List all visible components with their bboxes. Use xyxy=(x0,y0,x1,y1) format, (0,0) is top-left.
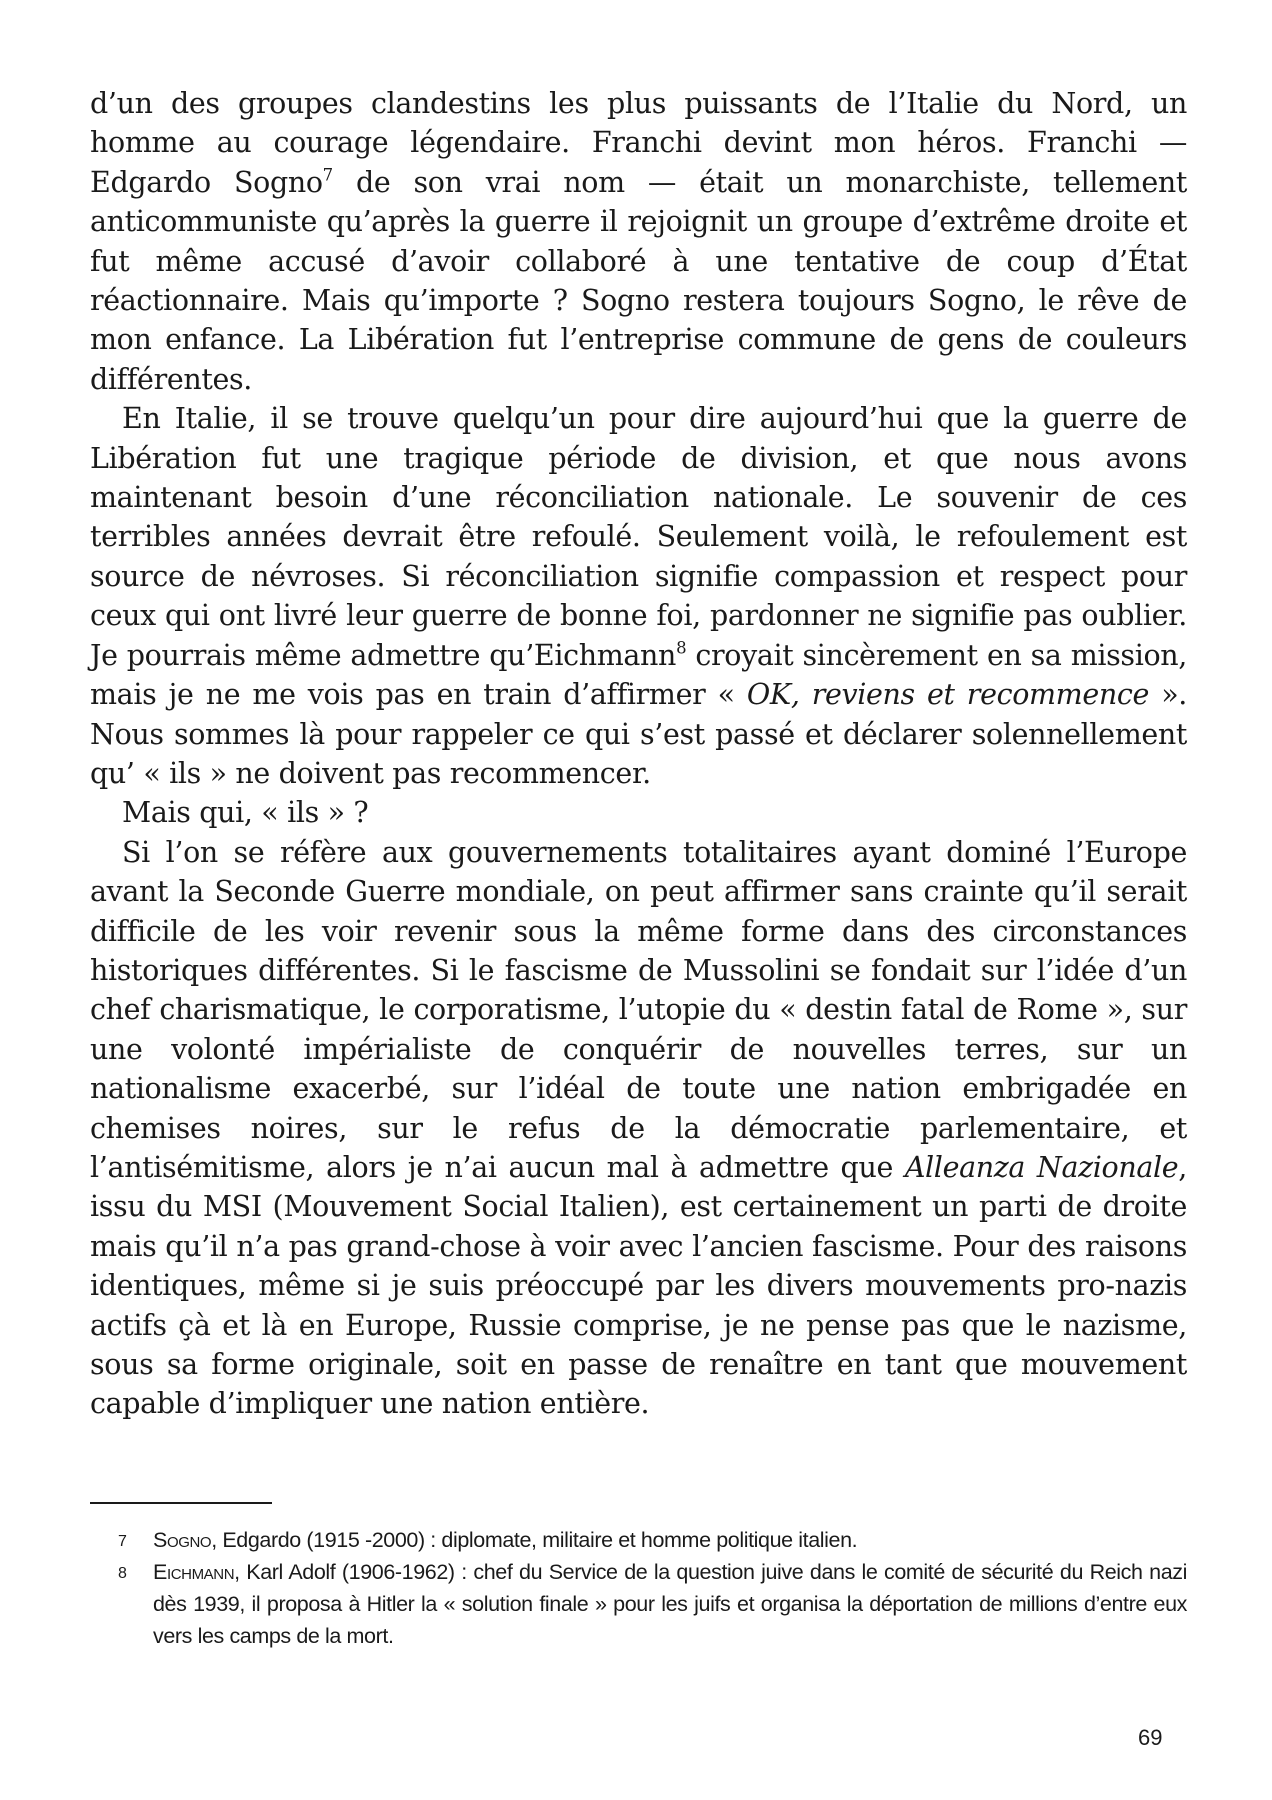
footnotes xyxy=(90,1524,1187,1652)
text-segment: , issu du MSI (Mouvement Social Italien), est certainement un parti de droite mais qu’il n’a pas grand-chose à voir avec l’ancien fascisme. Pour des raisons identiques, même si je suis préoccupé par les divers mouvements pro-nazis actifs çà et là en Europe, Russie comprise, je ne pense pas que le nazisme, sous sa forme originale, soit en passe de renaître en tant que mouvement capable d’impliquer une nation entière. xyxy=(90,1150,1187,1421)
footnote-text: , Karl Adolf (1906-1962) : chef du Service de la question juive dans le comité de sécurité du Reich nazi dès 1939, il proposa à Hitler la « solution finale » pour les juifs et organisa la déportation de millions d’entre eux vers les camps de la mort. xyxy=(153,1560,1187,1648)
text-segment: d’un des groupes clandestins les plus puissants de l’Italie du Nord, un homme au courage légendaire. Franchi devint mon héros. Franchi — Edgardo Sogno xyxy=(90,87,1187,199)
footnote-reference: 8 xyxy=(676,638,687,658)
text-segment: En Italie, il se trouve quelqu’un pour dire aujourd’hui que la guerre de Libération fut une tragique période de division, et que nous avons maintenant besoin d’une réconciliation nationale. Le souvenir de ces terribles années devrait être refoulé. Seulement voilà, le refoulement est source de névroses. Si réconciliation signifie compassion et respect pour ceux qui ont livré leur guerre de bonne foi, pardonner ne signifie pas oublier. Je pourrais même admettre qu’Eichmann xyxy=(90,402,1187,672)
text-segment: croyait sincèrement en sa mission, mais je ne me vois pas en train d’affirmer « xyxy=(90,638,1187,712)
footnote-text: , Edgardo (1915 -2000) : diplomate, militaire et homme politique italien. xyxy=(211,1528,858,1552)
main-text xyxy=(90,84,1187,1424)
page-number: 69 xyxy=(1138,1725,1163,1750)
paragraph-1 xyxy=(90,84,1187,399)
text-segment: Si l’on se réfère aux gouvernements totalitaires ayant dominé l’Europe avant la Seconde Guerre mondiale, on peut affirmer sans crainte qu’il serait difficile de les voir revenir sous la même forme dans des circonstances historiques différentes. Si le fascisme de Mussolini se fondait sur l’idée d’un chef charismatique, le corporatisme, l’utopie du « destin fatal de Rome », sur une volonté impérialiste de conquérir de nouvelles terres, sur un nationalisme exacerbé, sur l’idéal de toute une nation embrigadée en chemises noires, sur le refus de la démocratie parlementaire, et l’antisémitisme, alors je n’ai aucun mal à admettre que xyxy=(90,835,1187,1184)
footnote-number: 7 xyxy=(118,1533,127,1550)
italic-text: OK, reviens et recommence xyxy=(746,678,1150,712)
footnote-7 xyxy=(90,1524,1187,1556)
italic-text: Alleanza Nazionale xyxy=(904,1150,1179,1184)
footnote-name: Sogno xyxy=(153,1528,212,1552)
paragraph-3 xyxy=(90,793,1187,832)
text-segment: ». Nous sommes là pour rappeler ce qui s’est passé et déclarer solennellement qu’ « ils » ne doivent pas recommencer. xyxy=(90,678,1187,790)
footnote-8 xyxy=(90,1556,1187,1652)
footnote-number: 8 xyxy=(118,1565,127,1582)
paragraph-2 xyxy=(90,399,1187,793)
text-segment: de son vrai nom — était un monarchiste, tellement anticommuniste qu’après la guerre il rejoignit un groupe d’extrême droite et fut même accusé d’avoir collaboré à une tentative de coup d’État réactionnaire. Mais qu’importe ? Sogno restera toujours Sogno, le rêve de mon enfance. La Libération fut l’entreprise commune de gens de couleurs différentes. xyxy=(90,165,1187,396)
footnote-name: Eichmann xyxy=(153,1560,235,1584)
text-segment: Mais qui, « ils » ? xyxy=(122,796,369,830)
paragraph-4 xyxy=(90,833,1187,1424)
footnote-reference: 7 xyxy=(322,165,333,185)
footnote-separator xyxy=(90,1502,272,1504)
